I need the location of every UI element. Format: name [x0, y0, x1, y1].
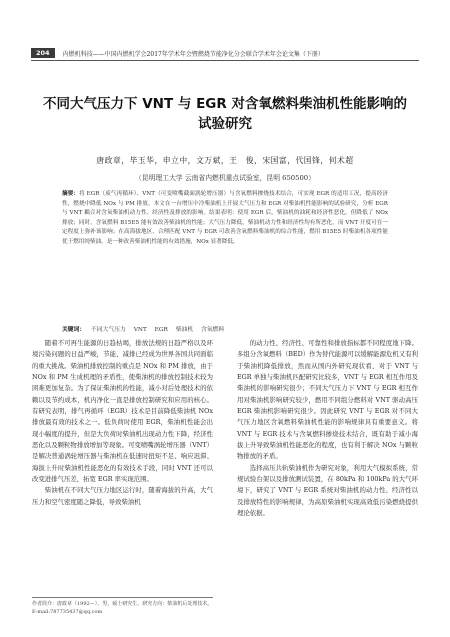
keyword: EGR: [154, 327, 168, 333]
body-paragraph: 的动力性、经济性、可靠性和排放指标都不同程度地下降。多组分含氧燃料（BED）作为替代能源可以缓解能源危机又有利于柴油机降低排放，然而从国内外研究现状看，对于 VNT 与 EGR 单独与柴油机匹配研究比较多，VNT 与 EGR 相互作用及柴油机的影响研究很少；不同大气压力下 VNT 与 EGR 相互作用对柴油机影响研究较少，燃用不同组分燃料对 VNT 驱动高压 EGR 柴油机影响研究很少。因此研究 VNT 与 EGR 对不同大气压力地区含氧燃料柴油机性能的影响规律具有重要意义。将 VNT 与 EGR 技术与含氧燃料掺烧技术结合，既有助于减小海拔上升导致柴油机性能恶化的程度，也有利于解决 NOx 与颗粒物排放的矛盾。: [237, 339, 418, 461]
body-column-right: [237, 338, 418, 520]
keywords-label: 关键词：: [62, 327, 86, 333]
body-paragraph: 柴油机在不同大气压力地区运行时，随着海拔的升高，大气压力和空气密度随之降低，导致柴油机: [32, 486, 213, 506]
keyword: 柴油机: [175, 327, 194, 333]
keyword: VNT: [133, 327, 147, 333]
author-footnote: [32, 597, 213, 616]
affiliation: （昆明理工大学 云南省内燃机重点试验室，昆明 650500）: [135, 174, 315, 182]
footnote-author-info: 作者简介：唐政章（1992—），男，硕士研究生，研究方向：柴油机后处理技术。: [32, 601, 213, 607]
body-paragraph: 随着不可再生能源的日趋枯竭，排放法规的日趋严格以及环境污染问题的日益严峻，节能、减排已经成为世界各国共同面临的重大挑战。柴油机排放控制的重点是 NOx 和 PM 排放，由于 NOx 和 PM 生成机理的矛盾性，使柴油机的排放控制技术较为困难更加复杂。为了保证柴油机的性能，减小对后处理技术的依赖以及节约成本，机内净化一直是排放控制研究和应用的核心。有研究表明，排气再循环（EGR）技术是目前降低柴油机 NOx 排放最有效的技术之一。低负荷时使用 EGR，柴油机性能会出现小幅度的提升，但是大负荷时柴油机出现动力性下降，经济性恶化以及颗粒物排放增加等现象。可变喷嘴涡轮增压器（VNT）是解决普通涡轮增压器与柴油机在低速时扭矩不足、响应迟滞、海拔上升时柴油机性能恶化的有效技术手段，同时 VNT 还可以改变进排气压差，拓宽 EGR 率实现范围。: [32, 339, 213, 484]
title-line-1: 不同大气压力下 VNT 与 EGR 对含氧燃料柴油机性能影响的: [43, 96, 407, 112]
abstract-label: 摘要：: [62, 191, 80, 197]
title-line-2: 试验研究: [198, 116, 252, 132]
running-header: [31, 46, 419, 61]
author-list: 唐政章，毕玉华，申立中，文万斌，王 俊，宋国富，代国锋，何术超: [96, 156, 354, 165]
keywords: [62, 324, 388, 333]
keyword: 不同大气压力: [91, 327, 126, 333]
body-column-left: [32, 338, 213, 508]
keyword: 含氧燃料: [201, 327, 225, 333]
running-title: 内燃机科技——中国内燃机学会2017年学术年会暨燃烧节能净化分会联合学术年会论文集（下册）: [62, 50, 324, 58]
paper-title: [20, 94, 430, 134]
page-number: 204: [31, 48, 55, 58]
footnote-email: E-mail:787735437@qq.com: [32, 609, 103, 615]
abstract-text: 将 EGR（废气再循环）、VNT（可变喷嘴截面涡轮增压器）与含氧燃料掺烧技术结合，可实现 EGR 的适用工况，提高经济性，燃烧中降低 NOx 与 PM 排放。本文在一台增压中冷柴油机上开展大气压力和 EGR 对柴油机性能影响的试验研究，分析 EGR 与 VNT 耦合对含氧柴油机动力性、经济性及排放的影响。结果表明：使用 EGR 后，柴油机的油耗和经济性恶化，但降低了 NOx 排放；同时，含氧燃料 B15E5 能有效改善柴油机的性能；大气压力降低，柴油机动力性和经济性均有所恶化，而 VNT 开度可在一定程度上弥补该影响；在高海拔地区，合理匹配 VNT 与 EGR 可改善含氧燃料柴油机的综合性能，燃用 B15E5 时柴油机各项性能优于燃用纯柴油，是一种改善柴油机性能的有效措施，NOx 显著降低。: [62, 191, 388, 245]
body-paragraph: 选择高压共轨柴油机作为研究对象，利用大气模拟系统，常规试验台架以及排放测试装置，在 80kPa 和 100kPa 的大气环境下，研究了 VNT 与 EGR 系统对柴油机的动力性、经济性以及排放特性的影响规律，为高原柴油机实现高效低污染燃烧提供理论依据。: [237, 463, 418, 518]
abstract: [62, 190, 388, 248]
